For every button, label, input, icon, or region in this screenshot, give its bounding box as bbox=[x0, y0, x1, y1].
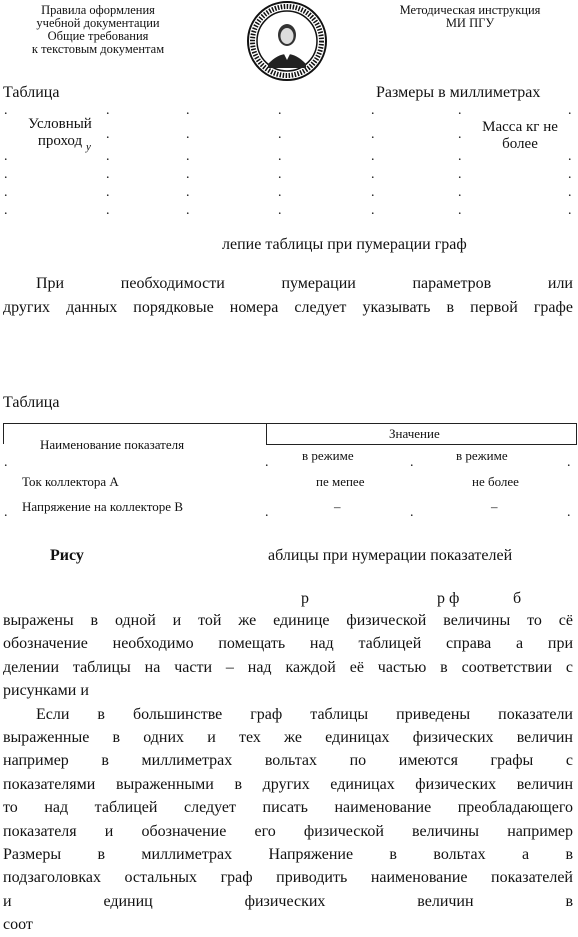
table1-units: Размеры в миллиметрах bbox=[376, 84, 541, 101]
header-left-line: учебной документации bbox=[36, 16, 160, 30]
grid-dot: . bbox=[186, 127, 190, 142]
body-line: делении таблицы на части – над каждой её частью в соответствии с bbox=[3, 658, 573, 676]
header-left-line: к текстовым документам bbox=[31, 42, 165, 56]
body-line: Размеры в миллиметрах Напряжение в вольтах а в bbox=[3, 846, 573, 864]
grid-dot: . bbox=[458, 203, 462, 218]
table2-head-name: Наименование показателя bbox=[40, 437, 185, 452]
table1-col1-mark: у bbox=[86, 141, 91, 153]
grid-dot: . bbox=[567, 505, 571, 520]
table1-col1-line: проход bbox=[37, 133, 83, 149]
table2-sub-header-1: в режиме bbox=[302, 448, 354, 463]
grid-dot: . bbox=[106, 103, 110, 118]
body-line: выражены в одной и той же единице физической величины то сё bbox=[3, 612, 573, 629]
grid-dot: . bbox=[4, 103, 8, 118]
grid-dot: . bbox=[278, 127, 282, 142]
body-line: и единиц физических величин в bbox=[3, 892, 573, 910]
table1-last-col-line: более bbox=[502, 136, 538, 152]
grid-dot: . bbox=[278, 149, 282, 164]
grid-dot: . bbox=[278, 167, 282, 182]
table2-mid-divider bbox=[266, 423, 267, 444]
grid-dot: . bbox=[4, 149, 8, 164]
grid-dot: . bbox=[4, 203, 8, 218]
grid-dot: . bbox=[106, 149, 110, 164]
header-right-line: Методическая инструкция bbox=[399, 3, 541, 17]
grid-dot: . bbox=[186, 103, 190, 118]
grid-dot: . bbox=[4, 167, 8, 182]
grid-dot: . bbox=[371, 127, 375, 142]
table2-row-value-1: пе мепее bbox=[316, 474, 365, 489]
grid-dot: . bbox=[371, 149, 375, 164]
grid-dot: . bbox=[371, 203, 375, 218]
body-line: рисунками и bbox=[3, 682, 89, 700]
table2-row-value-1: – bbox=[334, 499, 341, 514]
grid-dot: . bbox=[4, 455, 8, 470]
grid-dot: . bbox=[106, 185, 110, 200]
grid-dot: . bbox=[410, 455, 414, 470]
text-fragment: р ф bbox=[437, 590, 460, 607]
grid-dot: . bbox=[106, 167, 110, 182]
text-fragment: б bbox=[513, 590, 522, 607]
grid-dot: . bbox=[458, 185, 462, 200]
grid-dot: . bbox=[568, 185, 572, 200]
table2-left-tick bbox=[3, 423, 4, 444]
grid-dot: . bbox=[4, 505, 8, 520]
body-line: подзаголовках остальных граф приводить наименование показателей bbox=[3, 869, 573, 887]
grid-dot: . bbox=[4, 185, 8, 200]
table2-caption: Таблица bbox=[3, 394, 60, 411]
grid-dot: . bbox=[458, 103, 462, 118]
grid-dot: . bbox=[186, 203, 190, 218]
body-line: соот bbox=[3, 916, 33, 934]
grid-dot: . bbox=[371, 185, 375, 200]
grid-dot: . bbox=[278, 203, 282, 218]
paragraph-line: других данных порядковые номера следует указывать в первой графе bbox=[3, 299, 573, 316]
table2-row-value-2: не более bbox=[472, 474, 519, 489]
body-line: выраженные в одних и тех же единицах физических величин bbox=[3, 729, 573, 747]
grid-dot: . bbox=[265, 505, 269, 520]
grid-dot: . bbox=[371, 103, 375, 118]
grid-dot: . bbox=[265, 455, 269, 470]
header-left-line: Правила оформления bbox=[41, 3, 155, 17]
paragraph1 bbox=[3, 272, 573, 320]
figure2-caption-right: аблицы при нумерации показателей bbox=[268, 547, 513, 564]
grid-dot: . bbox=[458, 167, 462, 182]
table2-sub-header-line bbox=[266, 444, 577, 445]
body-line: например в миллиметрах вольтах по имеются графы с bbox=[3, 752, 573, 770]
body-line: обозначение необходимо помещать над таблицей справа а при bbox=[3, 635, 573, 653]
grid-dot: . bbox=[568, 203, 572, 218]
university-seal-icon bbox=[246, 0, 328, 82]
grid-dot: . bbox=[567, 455, 571, 470]
header-right-line: МИ ПГУ bbox=[445, 16, 495, 30]
header-left-line: Общие требования bbox=[47, 29, 149, 43]
body-text bbox=[3, 609, 573, 937]
table2-head-value: Значение bbox=[389, 426, 440, 441]
table2-right-tick bbox=[576, 423, 577, 444]
body-line: Если в большинстве граф таблицы приведены показатели bbox=[36, 705, 573, 723]
table2-row-value-2: – bbox=[491, 499, 498, 514]
grid-dot: . bbox=[568, 167, 572, 182]
grid-dot: . bbox=[568, 103, 572, 118]
grid-dot: . bbox=[568, 149, 572, 164]
body-line: то над таблицей следует писать наименование преобладающего bbox=[3, 799, 573, 817]
header-right-block bbox=[382, 4, 558, 30]
paragraph-line: При пеобходимости пумерации параметров или bbox=[36, 275, 573, 292]
grid-dot: . bbox=[278, 185, 282, 200]
grid-dot: . bbox=[106, 203, 110, 218]
grid-dot: . bbox=[186, 167, 190, 182]
header-left-block bbox=[10, 4, 186, 56]
table1-caption: Таблица bbox=[3, 84, 60, 101]
table2-row-name: Напряжение на коллекторе В bbox=[22, 499, 183, 514]
table1-last-col-line: Масса кг не bbox=[482, 119, 558, 135]
grid-dot: . bbox=[458, 149, 462, 164]
grid-dot: . bbox=[458, 127, 462, 142]
figure1-caption: лепие таблицы при пумерации граф bbox=[222, 236, 467, 253]
body-line: показателями выраженными в других единицах физических величин bbox=[3, 775, 573, 793]
table2-row-name: Ток коллектора А bbox=[22, 474, 119, 489]
text-fragment: р bbox=[301, 590, 309, 607]
table1-last-col-header bbox=[470, 119, 570, 153]
table2-sub-header-2: в режиме bbox=[456, 448, 508, 463]
figure2-caption-left: Рису bbox=[50, 547, 84, 564]
grid-dot: . bbox=[410, 505, 414, 520]
table2-top-border bbox=[3, 423, 576, 424]
body-line: показателя и обозначение его физической величины например bbox=[3, 822, 573, 840]
grid-dot: . bbox=[186, 149, 190, 164]
table1-col1-line: Условный bbox=[28, 116, 92, 132]
grid-dot: . bbox=[371, 167, 375, 182]
grid-dot: . bbox=[106, 127, 110, 142]
grid-dot: . bbox=[278, 103, 282, 118]
grid-dot: . bbox=[186, 185, 190, 200]
